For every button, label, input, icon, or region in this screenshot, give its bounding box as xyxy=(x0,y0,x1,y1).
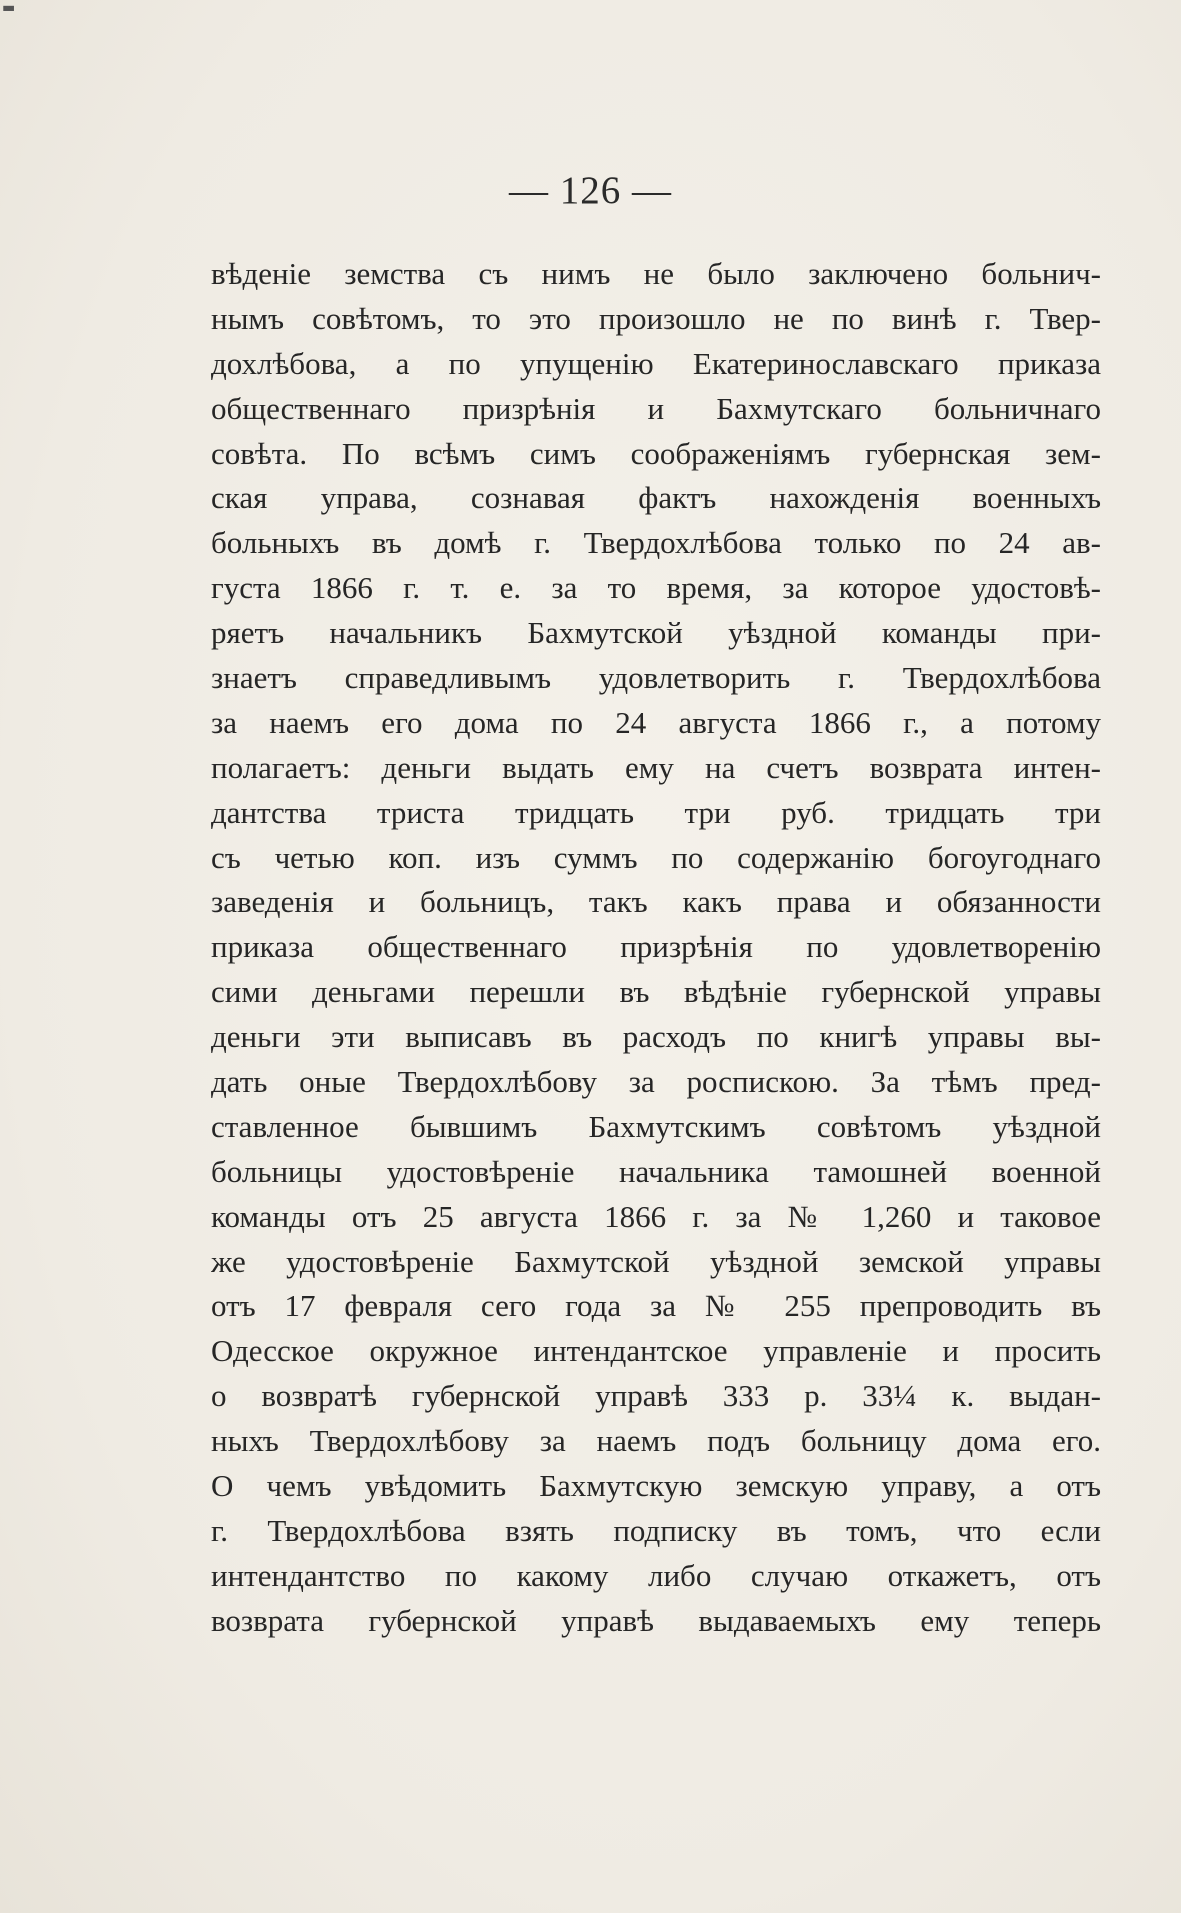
text-line: съ четью коп. изъ суммъ по содержанію богоугоднаго xyxy=(211,839,1101,875)
text-line: совѣта. По всѣмъ симъ соображеніямъ губернская зем- xyxy=(211,435,1101,471)
text-line: сими деньгами перешли въ вѣдѣніе губернской управы xyxy=(211,974,1101,1010)
text-line: интендантство по какому либо случаю откажетъ, отъ xyxy=(211,1557,1101,1593)
text-line: полагаетъ: деньги выдать ему на счетъ возврата интен- xyxy=(211,749,1101,785)
text-line: деньги эти выписавъ въ расходъ по книгѣ управы вы- xyxy=(211,1019,1101,1055)
text-line: Одесское окружное интендантское управленіе и просить xyxy=(211,1333,1101,1369)
text-line: ская управа, сознавая фактъ нахожденія военныхъ xyxy=(211,480,1101,516)
text-line: приказа общественнаго призрѣнія по удовлетворенію xyxy=(211,929,1101,965)
text-line: о возвратѣ губернской управѣ 333 р. 33¼ к. выдан- xyxy=(211,1378,1101,1414)
text-line: нымъ совѣтомъ, то это произошло не по винѣ г. Твер- xyxy=(211,300,1101,336)
text-line: возврата губернской управѣ выдаваемыхъ ему теперь xyxy=(211,1602,1101,1638)
text-line: за наемъ его дома по 24 августа 1866 г., а потому xyxy=(211,704,1101,740)
text-line: О чемъ увѣдомить Бахмутскую земскую управу, а отъ xyxy=(211,1468,1101,1504)
text-line: дохлѣбова, а по упущенію Екатеринославскаго приказа xyxy=(211,345,1101,381)
page-number: — 126 — xyxy=(509,169,672,212)
text-line: больныхъ въ домѣ г. Твердохлѣбова только по 24 ав- xyxy=(211,525,1101,561)
text-line: густа 1866 г. т. е. за то время, за которое удостовѣ- xyxy=(211,570,1101,606)
text-line: знаетъ справедливымъ удовлетворить г. Твердохлѣбова xyxy=(211,660,1101,696)
text-line: общественнаго призрѣнія и Бахмутскаго больничнаго xyxy=(211,390,1101,426)
text-line: ныхъ Твердохлѣбову за наемъ подъ больницу дома его. xyxy=(211,1423,1101,1459)
text-line: г. Твердохлѣбова взять подписку въ томъ, что если xyxy=(211,1512,1101,1548)
text-line: вѣденіе земства съ нимъ не было заключено больнич- xyxy=(211,256,1101,291)
text-line: дать оные Твердохлѣбову за роспискою. За тѣмъ пред- xyxy=(211,1064,1101,1100)
text-line: больницы удостовѣреніе начальника тамошней военной xyxy=(211,1153,1101,1189)
body-text xyxy=(211,252,1101,1644)
text-line: отъ 17 февраля сего года за № 255 препроводить въ xyxy=(211,1288,1101,1324)
text-line: ряетъ начальникъ Бахмутской уѣздной команды при- xyxy=(211,615,1101,651)
text-line: ставленное бывшимъ Бахмутскимъ совѣтомъ уѣздной xyxy=(211,1108,1101,1144)
text-line: же удостовѣреніе Бахмутской уѣздной земской управы xyxy=(211,1243,1101,1279)
text-line: команды отъ 25 августа 1866 г. за № 1,260 и таковое xyxy=(211,1198,1101,1234)
text-line: заведенія и больницъ, такъ какъ права и обязанности xyxy=(211,884,1101,920)
text-line: дантства триста тридцать три руб. тридцать три xyxy=(211,794,1101,830)
edge-mark: ▬ xyxy=(2,0,16,16)
